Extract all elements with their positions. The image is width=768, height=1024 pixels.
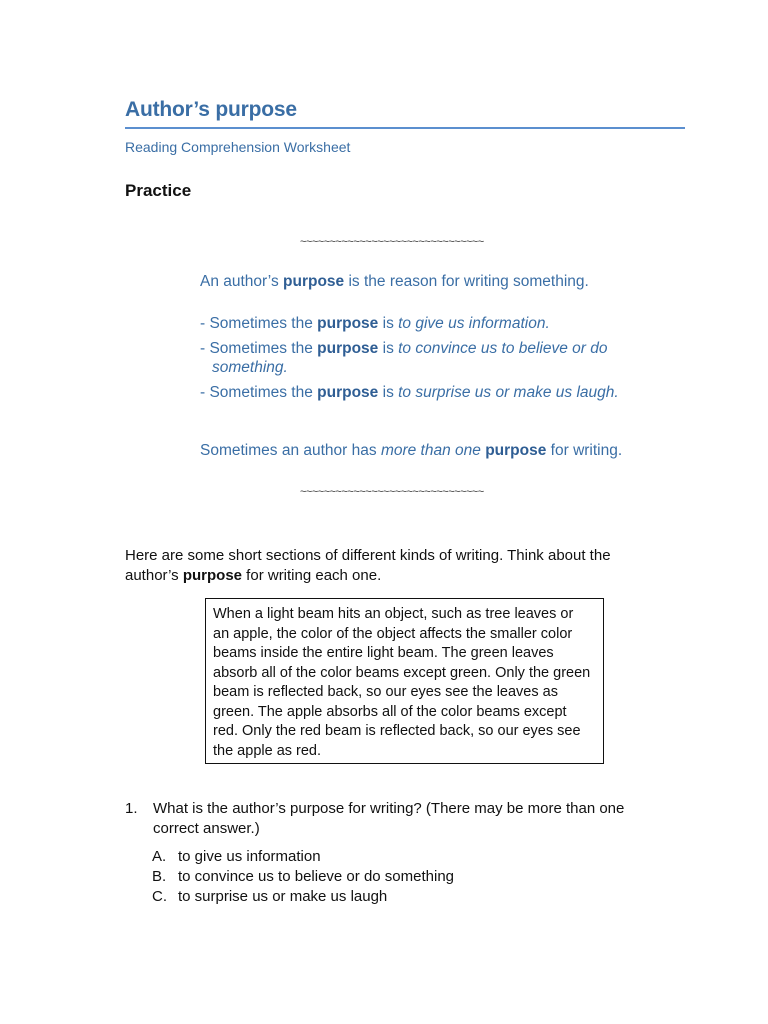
intro-pre: Here are some short sections of different kinds of writing. Think about the author’s	[125, 547, 611, 584]
more-post: for writing.	[546, 442, 623, 459]
purpose-bullet-list	[200, 314, 660, 408]
page-title: Author’s purpose	[125, 98, 297, 121]
option-text: to convince us to believe or do something	[178, 868, 454, 885]
list-item	[200, 383, 660, 402]
definition-post: is the reason for writing something.	[344, 273, 589, 290]
question-text: What is the author’s purpose for writing? (There may be more than one correct answer.)	[153, 800, 625, 837]
section-heading: Practice	[125, 181, 192, 200]
definition-pre: An author’s	[200, 273, 284, 290]
bullet-bold: purpose	[317, 340, 379, 357]
option-text: to give us information	[178, 848, 321, 865]
bullet-bold: purpose	[317, 384, 379, 401]
more-pre: Sometimes an author has	[200, 442, 381, 459]
definition-bold: purpose	[283, 273, 345, 290]
divider-bottom: ~~~~~~~~~~~~~~~~~~~~~~~~~~~~~~~	[300, 486, 484, 498]
bullet-italic: to convince us to believe or do something.	[212, 340, 608, 376]
intro-bold: purpose	[182, 567, 243, 584]
more-italic: more than one	[380, 442, 481, 459]
option-letter: C.	[152, 888, 167, 905]
bullet-pre: - Sometimes the	[200, 340, 318, 357]
bullet-mid: is	[378, 315, 399, 332]
reading-passage-text: When a light beam hits an object, such as tree leaves or an apple, the color of the object affects the smaller color beams inside the entire light beam. The green leaves absorb all of the color beams except green. Only the green beam is reflected back, so our eyes see the leaves as green. The apple absorbs all of the color beams except red. Only the red beam is reflected back, so our eyes see the apple as red.	[213, 606, 591, 759]
answer-option-a[interactable]	[152, 847, 454, 867]
purpose-definition	[200, 272, 589, 291]
title-underline	[125, 127, 685, 129]
option-text: to surprise us or make us laugh	[178, 888, 388, 905]
bullet-italic: to surprise us or make us laugh.	[398, 384, 619, 401]
bullet-italic: to give us information.	[398, 315, 550, 332]
option-letter: B.	[152, 868, 167, 885]
reading-passage-box	[205, 598, 604, 764]
instructions-paragraph	[125, 546, 645, 586]
page-subtitle: Reading Comprehension Worksheet	[125, 139, 351, 155]
more-bold: purpose	[485, 442, 547, 459]
intro-post: for writing each one.	[242, 567, 382, 584]
bullet-pre: - Sometimes the	[200, 315, 318, 332]
answer-option-c[interactable]	[152, 887, 454, 907]
question-number: 1.	[125, 800, 138, 817]
list-item	[200, 339, 660, 377]
bullet-bold: purpose	[317, 315, 379, 332]
list-item	[200, 314, 660, 333]
more-than-one-purpose	[200, 441, 622, 460]
bullet-mid: is	[378, 384, 399, 401]
bullet-pre: - Sometimes the	[200, 384, 318, 401]
option-letter: A.	[152, 848, 167, 865]
question-1	[125, 799, 655, 839]
bullet-mid: is	[378, 340, 399, 357]
answer-options	[152, 847, 454, 907]
divider-top: ~~~~~~~~~~~~~~~~~~~~~~~~~~~~~~~	[300, 236, 484, 248]
answer-option-b[interactable]	[152, 867, 454, 887]
